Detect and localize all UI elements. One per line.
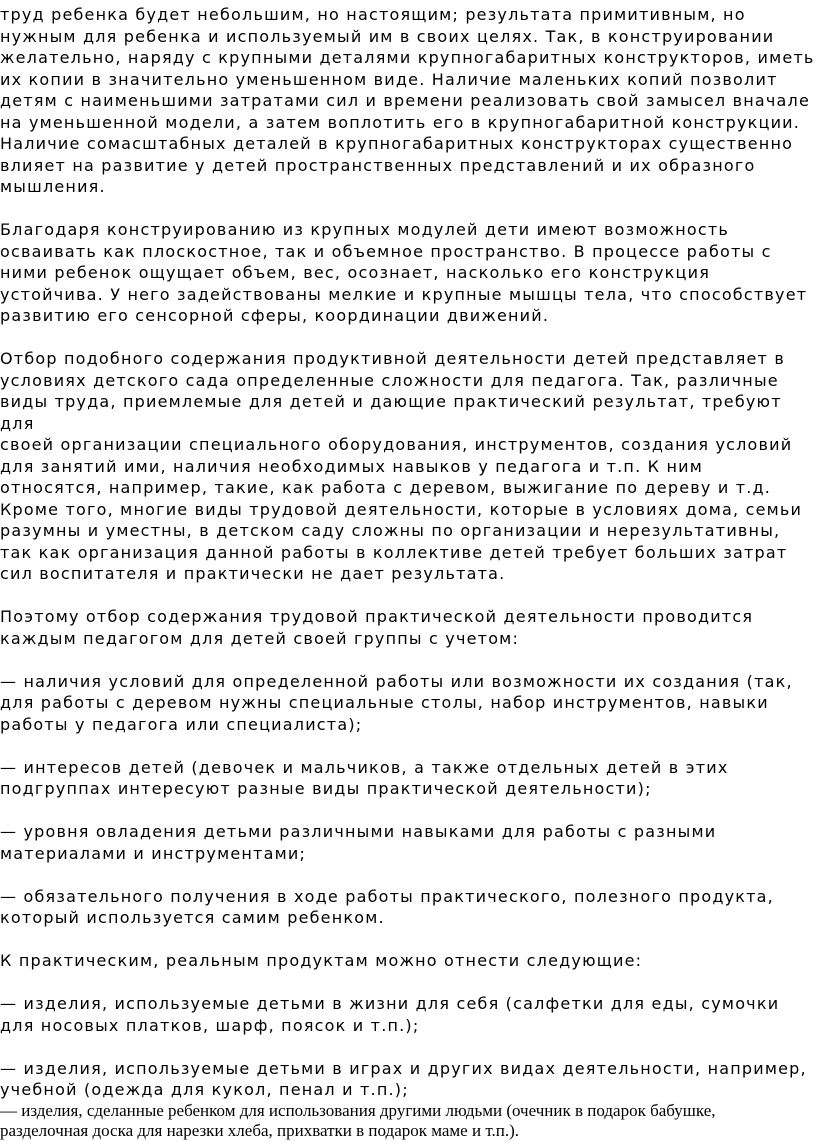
paragraph-gap	[0, 864, 816, 886]
paragraph-gap	[0, 735, 816, 757]
list-item: — обязательного получения в ходе работы практического, полезного продукта, который используется самим ребенком.	[0, 886, 774, 927]
list-item: — интересов детей (девочек и мальчиков, а также отдельных детей в этих подгруппах интересуют разные виды практической деятельности);	[0, 757, 729, 798]
list-item: — изделия, используемые детьми в жизни для себя (салфетки для еды, сумочки для носовых платков, шарф, поясок и т.п.);	[0, 994, 780, 1035]
paragraph-gap	[0, 198, 816, 220]
paragraph: труд ребенка будет небольшим, но настоящим; результата примитивным, но нужным для ребенка и используемый им в своих целях. Так, в конструировании желательно, наряду с крупными деталями крупногабаритных конструкторов, иметь их копии в значительно уменьшенном виде. Наличие маленьких копий позволит детям с наименьшими затратами сил и времени реализовать свой замысел вначале на уменьшенной модели, а затем воплотить его в крупногабаритной конструкции. Наличие сомасштабных деталей в крупногабаритных конструкторах существенно влияет на развитие у детей пространственных представлений и их образного мышления.	[0, 5, 815, 196]
list-item: — изделия, сделанные ребенком для использования другими людьми (очечник в подарок бабушке, разделочная доска для нарезки хлеба, прихватки в подарок маме и т.п.).	[0, 1100, 716, 1140]
list-item: — уровня овладения детьми различными навыками для работы с разными материалами и инструментами;	[0, 822, 717, 863]
list-item: — изделия, используемые детьми в играх и других видах деятельности, например, учебной (одежда для кукол, пенал и т.п.);	[0, 1058, 807, 1099]
paragraph-gap	[0, 649, 816, 671]
paragraph: Поэтому отбор содержания трудовой практической деятельности проводится каждым педагогом для детей своей группы с учетом:	[0, 607, 754, 648]
paragraph-gap	[0, 972, 816, 994]
paragraph-gap	[0, 929, 816, 951]
paragraph-gap	[0, 1036, 816, 1058]
paragraph-gap	[0, 585, 816, 607]
paragraph: Благодаря конструированию из крупных модулей дети имеют возможность осваивать как плоскостное, так и объемное пространство. В процессе работы с ними ребенок ощущает объем, вес, осознает, насколько его конструкция устойчива. У него задействованы мелкие и крупные мышцы тела, что способствует развитию его сенсорной сферы, координации движений.	[0, 220, 808, 325]
paragraph-gap	[0, 327, 816, 349]
paragraph: Отбор подобного содержания продуктивной деятельности детей представляет в условиях детского сада определенные сложности для педагога. Так, различные виды труда, приемлемые для детей и дающие практический результат, требуют для своей организации специального оборудования, инструментов, создания условий для занятий ими, наличия необходимых навыков у педагога и т.п. К ним относятся, например, такие, как работа с деревом, выжигание по дереву и т.д. Кроме того, многие виды трудовой деятельности, которые в условиях дома, семьи разумны и уместны, в детском саду сложны по организации и нерезультативны, так как организация данной работы в коллективе детей требует больших затрат сил воспитателя и практически не дает результата.	[0, 349, 803, 583]
list-item: — наличия условий для определенной работы или возможности их создания (так, для работы с деревом нужны специальные столы, набор инструментов, навыки работы у педагога или специалиста);	[0, 671, 793, 734]
paragraph-gap	[0, 800, 816, 822]
paragraph: К практическим, реальным продуктам можно отнести следующие:	[0, 951, 643, 970]
